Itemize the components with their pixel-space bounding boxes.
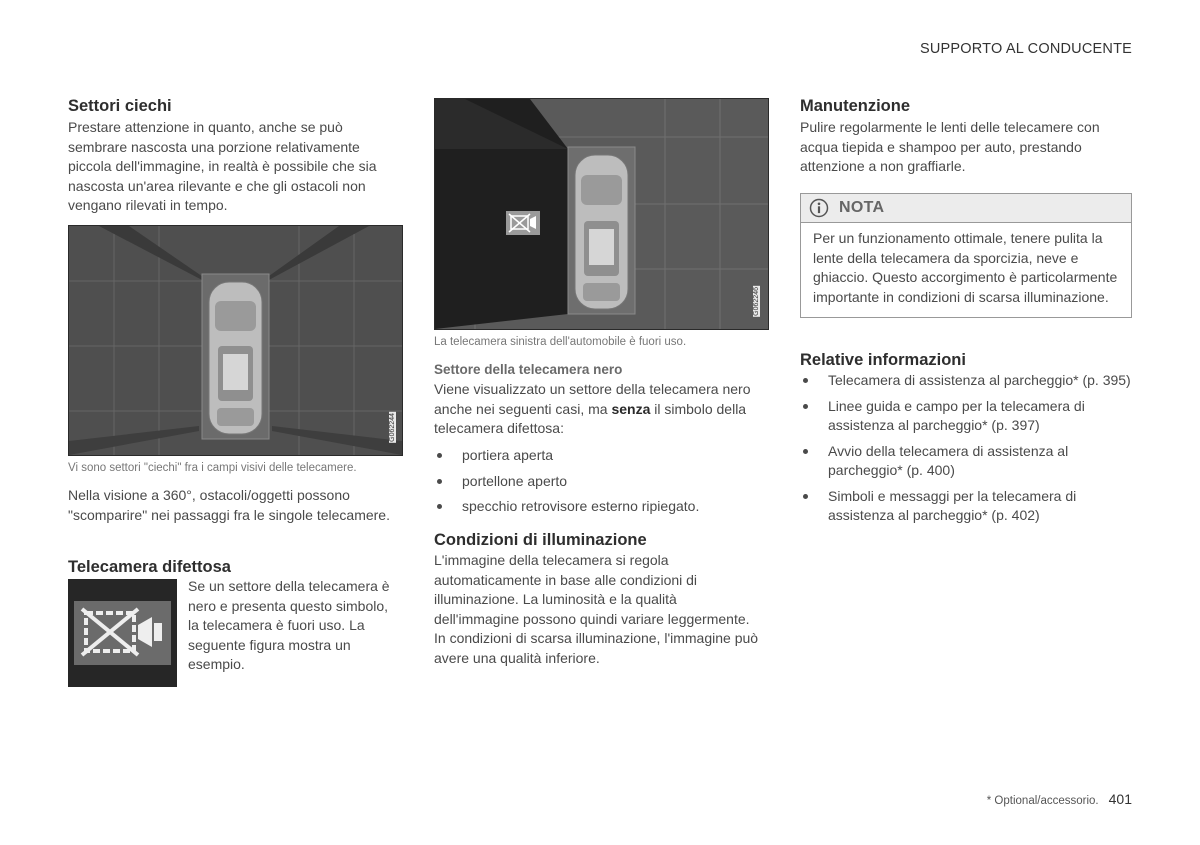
telecamera-difettosa-text: Se un settore della telecamera è nero e presenta questo simbolo, la telecamera è fuori uso. La seguente figura mostra un esempio.: [188, 578, 390, 672]
condizioni-illuminazione-text: L'immagine della telecamera si regola automaticamente in base alle condizioni di illuminazione. La luminosità e la qualità dell'immagine possono quindi variare leggermente. In condizioni di scarsa illuminazione, l'immagine può avere una qualità inferiore.: [434, 552, 759, 666]
running-header: SUPPORTO AL CONDUCENTE: [919, 41, 1132, 57]
heading-condizioni-illuminazione: Condizioni di illuminazione: [434, 531, 647, 549]
manutenzione-text: Pulire regolarmente le lenti delle telecamere con acqua tiepida e shampoo per auto, prestando attenzione a non graffiarle.: [800, 119, 1100, 174]
subheading-settore-nero: Settore della telecamera nero: [434, 362, 623, 377]
settori-ciechi-text: Prestare attenzione in quanto, anche se può sembrare nascosta una porzione relativamente piccola dell'immagine, in realtà è possibile che sia nascosta un'area rilevante e che gli ostacoli non vengano rilevati in tempo.: [68, 119, 377, 213]
figure2-caption: La telecamera sinistra dell'automobile è fuori uso.: [434, 336, 687, 348]
related-link[interactable]: Simboli e messaggi per la telecamera di assistenza al parcheggio* (p. 402): [800, 487, 1132, 526]
visione-360-text: Nella visione a 360°, ostacoli/oggetti possono "scomparire" nei passaggi fra le singole telecamere.: [68, 487, 390, 523]
blind-sectors-figure: [68, 225, 403, 456]
left-camera-faulty-illustration: [435, 99, 768, 329]
list-item: specchio retrovisore esterno ripiegato.: [434, 497, 769, 517]
figure-code: G062246: [753, 287, 760, 316]
nota-title: NOTA: [839, 199, 885, 216]
heading-settori-ciechi: Settori ciechi: [68, 97, 172, 115]
figure-code: G062244: [389, 413, 396, 442]
related-link[interactable]: Avvio della telecamera di assistenza al parcheggio* (p. 400): [800, 442, 1132, 481]
related-link[interactable]: Telecamera di assistenza al parcheggio* (p. 395): [800, 371, 1132, 391]
settore-nero-text: Viene visualizzato un settore della telecamera nero anche nei seguenti casi, ma senza il simbolo della telecamera difettosa:: [434, 381, 751, 436]
figure1-caption: Vi sono settori "ciechi" fra i campi visivi delle telecamere.: [68, 462, 357, 474]
heading-telecamera-difettosa: Telecamera difettosa: [68, 558, 231, 576]
nota-header: [801, 194, 1131, 223]
related-info-list: [800, 371, 1132, 532]
dark-sector-bullet-list: [434, 446, 769, 523]
heading-manutenzione: Manutenzione: [800, 97, 910, 115]
blind-sectors-illustration: [69, 226, 402, 455]
heading-relative-informazioni: Relative informazioni: [800, 351, 966, 369]
camera-fault-symbol-box: [68, 579, 177, 687]
list-item: portellone aperto: [434, 472, 769, 492]
nota-box: [800, 193, 1132, 318]
page-footer: [987, 791, 1132, 807]
info-icon: [809, 198, 829, 218]
camera-fault-icon: [74, 601, 171, 665]
left-camera-faulty-figure: [434, 98, 769, 330]
related-link[interactable]: Linee guida e campo per la telecamera di assistenza al parcheggio* (p. 397): [800, 397, 1132, 436]
footnote: * Optional/accessorio.: [986, 795, 1099, 807]
list-item: portiera aperta: [434, 446, 769, 466]
page-number: 401: [1108, 791, 1132, 807]
nota-text: Per un funzionamento ottimale, tenere pulita la lente della telecamera da sporcizia, neve e ghiaccio. Questo accorgimento è particolarmente importante in condizioni di scarsa illuminazione.: [813, 230, 1118, 305]
